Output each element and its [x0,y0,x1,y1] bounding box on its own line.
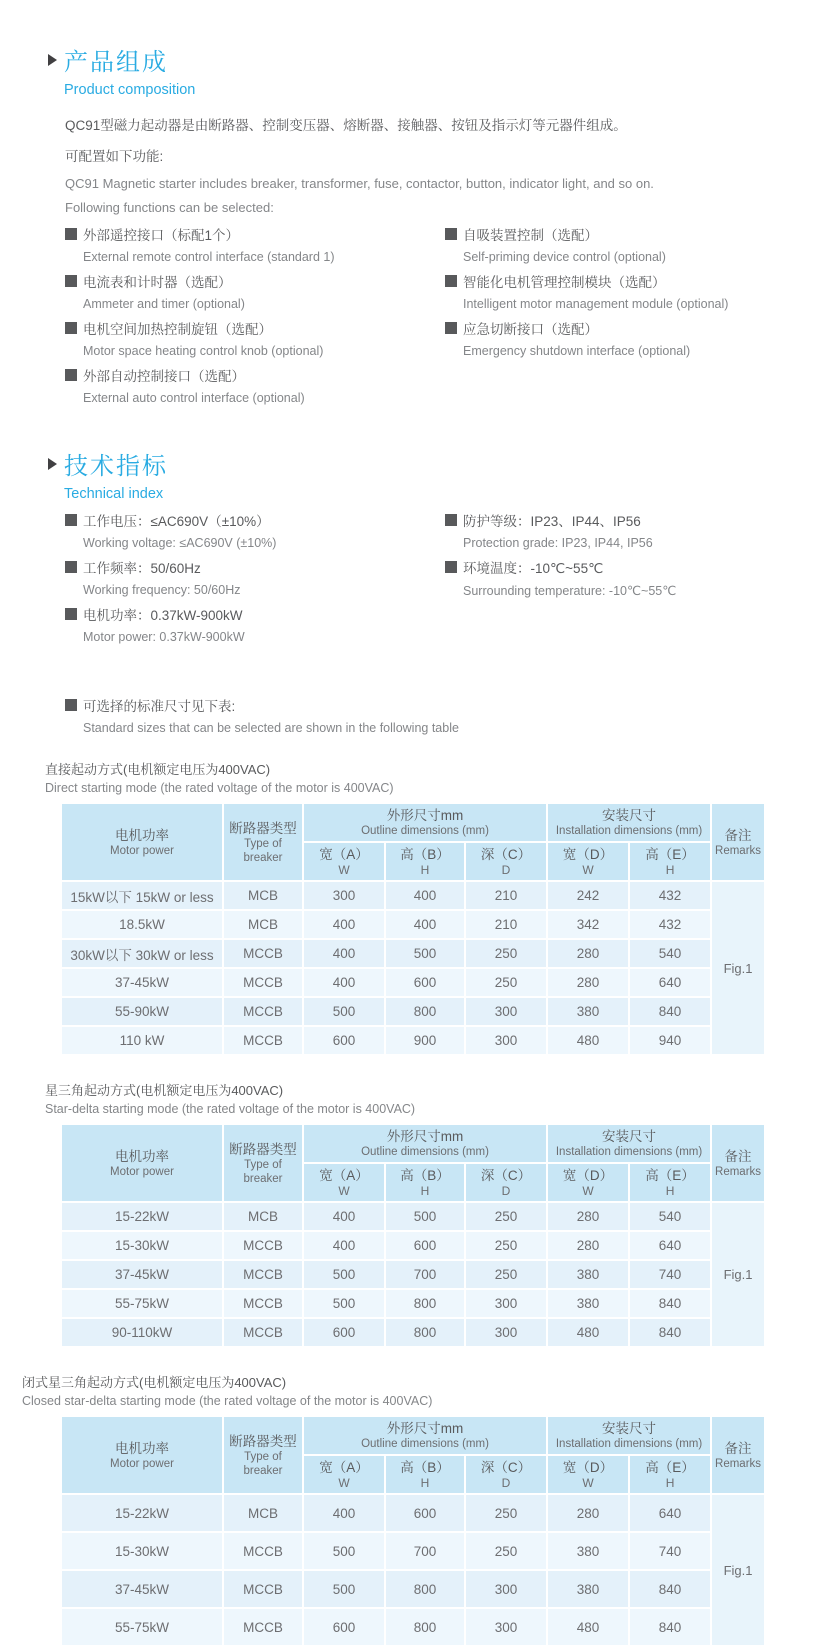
cell-motor-power: 15-30kW [62,1232,222,1259]
cell-depth-c: 250 [466,1261,546,1288]
square-bullet-icon [65,322,77,334]
cell-remark: Fig.1 [712,1203,764,1346]
cell-width-a: 400 [304,1232,384,1259]
table-row [62,998,764,1025]
header-outline-dimensions: 外形尺寸mm Outline dimensions (mm) [304,1125,546,1162]
header-outline-dimensions: 外形尺寸mm Outline dimensions (mm) [304,804,546,841]
square-bullet-icon [445,275,457,287]
cell-width-d: 242 [548,882,628,909]
product-title-row [48,42,830,77]
cell-breaker-type: MCCB [224,940,302,967]
header-width-d: 宽（D） W [548,1164,628,1201]
spec-item [65,557,445,597]
technical-title-cn: 技术指标 [64,453,168,480]
technical-subtitle-en: Technical index [64,486,164,502]
header-motor-power: 电机功率 Motor power [62,804,222,880]
cell-breaker-type: MCB [224,1203,302,1230]
table-caption-cn: 闭式星三角起动方式(电机额定电压为400VAC) [22,1375,287,1390]
feature-columns [65,224,830,412]
cell-breaker-type: MCCB [224,1027,302,1054]
product-title-cn: 产品组成 [64,49,168,76]
cell-depth-c: 250 [466,1533,546,1569]
cell-height-b: 800 [386,998,464,1025]
table-body [62,1495,764,1645]
cell-height-e: 640 [630,969,710,996]
spec-cn: 电机功率：0.37kW-900kW [83,608,243,623]
spec-en: Protection grade: IP23, IP44, IP56 [463,536,653,550]
cell-breaker-type: MCB [224,911,302,938]
spec-cn: 工作电压：≤AC690V（±10%） [83,514,270,529]
feature-item [65,271,445,311]
header-breaker-type: 断路器类型 Type of breaker [224,1417,302,1493]
table-caption-cn: 直接起动方式(电机额定电压为400VAC) [45,762,271,777]
cell-width-d: 480 [548,1319,628,1346]
cell-width-a: 300 [304,882,384,909]
cell-width-d: 480 [548,1609,628,1645]
spec-en: Motor power: 0.37kW-900kW [83,630,245,644]
square-bullet-icon [65,369,77,381]
cell-motor-power: 18.5kW [62,911,222,938]
cell-width-d: 280 [548,940,628,967]
header-depth-c: 深（C） D [466,843,546,880]
cell-height-e: 840 [630,1290,710,1317]
product-intro [65,114,830,215]
cell-depth-c: 250 [466,1232,546,1259]
spec-cn: 工作频率：50/60Hz [83,561,201,576]
header-remarks: 备注 Remarks [712,804,764,880]
table-head [62,1417,764,1493]
spec-columns [65,510,830,651]
square-bullet-icon [445,322,457,334]
spec-item [65,510,445,550]
spec-column-right [445,510,830,651]
square-bullet-icon [65,561,77,573]
standard-sizes-note [65,695,830,735]
cell-width-d: 380 [548,1571,628,1607]
cell-width-a: 400 [304,1203,384,1230]
note-cn: 可选择的标准尺寸见下表: [83,699,236,714]
cell-motor-power: 15kW以下 15kW or less [62,882,222,909]
cell-motor-power: 90-110kW [62,1319,222,1346]
cell-height-e: 540 [630,1203,710,1230]
cell-width-a: 500 [304,1571,384,1607]
feature-item [445,224,830,264]
triangle-bullet-icon [48,458,57,470]
cell-height-e: 432 [630,882,710,909]
header-installation-dimensions: 安装尺寸 Installation dimensions (mm) [548,1125,710,1162]
table-row [62,940,764,967]
cell-width-d: 380 [548,1261,628,1288]
feature-en: Ammeter and timer (optional) [83,297,245,311]
header-width-a: 宽（A） W [304,1164,384,1201]
cell-width-d: 280 [548,1232,628,1259]
cell-motor-power: 30kW以下 30kW or less [62,940,222,967]
feature-cn: 应急切断接口（选配） [463,322,598,337]
feature-en: Intelligent motor management module (optional) [463,297,729,311]
header-depth-c: 深（C） D [466,1164,546,1201]
spec-en: Surrounding temperature: -10℃~55℃ [463,584,677,598]
cell-breaker-type: MCCB [224,1290,302,1317]
feature-cn: 自吸装置控制（选配） [463,228,598,243]
table-head [62,1125,764,1201]
header-width-d: 宽（D） W [548,843,628,880]
cell-remark: Fig.1 [712,882,764,1054]
intro-line-cn: 可配置如下功能: [65,149,164,164]
cell-motor-power: 37-45kW [62,969,222,996]
cell-motor-power: 37-45kW [62,1571,222,1607]
feature-en: External auto control interface (optional) [83,391,305,405]
cell-width-a: 400 [304,969,384,996]
cell-height-b: 600 [386,1495,464,1531]
spec-cn: 防护等级：IP23、IP44、IP56 [463,514,641,529]
spec-column-left [65,510,445,651]
spec-cn: 环境温度：-10℃~55℃ [463,561,604,576]
cell-breaker-type: MCCB [224,1533,302,1569]
cell-breaker-type: MCCB [224,1609,302,1645]
table-row [62,1533,764,1569]
cell-depth-c: 250 [466,940,546,967]
feature-item [65,365,445,405]
table-body [62,882,764,1054]
table-row [62,969,764,996]
cell-depth-c: 300 [466,1571,546,1607]
square-bullet-icon [445,228,457,240]
cell-width-a: 400 [304,1495,384,1531]
cell-depth-c: 210 [466,911,546,938]
table-caption-en: Star-delta starting mode (the rated voltage of the motor is 400VAC) [45,1102,416,1116]
cell-height-b: 400 [386,882,464,909]
square-bullet-icon [65,699,77,711]
feature-item [65,318,445,358]
cell-height-e: 540 [630,940,710,967]
feature-cn: 智能化电机管理控制模块（选配） [463,275,666,290]
feature-cn: 外部自动控制接口（选配） [83,369,245,384]
header-width-d: 宽（D） W [548,1456,628,1493]
feature-item [445,271,830,311]
cell-height-b: 600 [386,969,464,996]
header-breaker-type: 断路器类型 Type of breaker [224,1125,302,1201]
dimensions-table-star-delta [60,1123,766,1348]
table-row [62,1290,764,1317]
cell-height-e: 840 [630,998,710,1025]
cell-width-d: 280 [548,1203,628,1230]
square-bullet-icon [445,561,457,573]
header-height-b: 高（B） H [386,843,464,880]
cell-height-b: 500 [386,1203,464,1230]
cell-breaker-type: MCCB [224,998,302,1025]
spec-item [445,510,830,550]
feature-en: Motor space heating control knob (optional) [83,344,324,358]
technical-title-row [48,446,830,481]
cell-width-a: 500 [304,1261,384,1288]
cell-remark: Fig.1 [712,1495,764,1645]
cell-depth-c: 300 [466,1027,546,1054]
cell-height-e: 840 [630,1571,710,1607]
cell-motor-power: 55-75kW [62,1609,222,1645]
cell-height-e: 740 [630,1533,710,1569]
square-bullet-icon [65,228,77,240]
header-height-e: 高（E） H [630,1164,710,1201]
table-body [62,1203,764,1346]
square-bullet-icon [445,514,457,526]
cell-height-b: 600 [386,1232,464,1259]
header-motor-power: 电机功率 Motor power [62,1125,222,1201]
cell-breaker-type: MCCB [224,1319,302,1346]
header-remarks: 备注 Remarks [712,1125,764,1201]
cell-motor-power: 55-90kW [62,998,222,1025]
cell-height-e: 840 [630,1609,710,1645]
header-outline-dimensions: 外形尺寸mm Outline dimensions (mm) [304,1417,546,1454]
header-width-a: 宽（A） W [304,843,384,880]
header-remarks: 备注 Remarks [712,1417,764,1493]
feature-column-right [445,224,830,412]
cell-depth-c: 250 [466,1495,546,1531]
spec-item [65,604,445,644]
cell-motor-power: 110 kW [62,1027,222,1054]
cell-width-a: 600 [304,1609,384,1645]
intro-line-en: Following functions can be selected: [65,200,274,215]
cell-height-e: 740 [630,1261,710,1288]
cell-height-b: 900 [386,1027,464,1054]
header-installation-dimensions: 安装尺寸 Installation dimensions (mm) [548,804,710,841]
note-en: Standard sizes that can be selected are shown in the following table [83,721,459,735]
header-installation-dimensions: 安装尺寸 Installation dimensions (mm) [548,1417,710,1454]
table-row [62,1261,764,1288]
feature-item [65,224,445,264]
table-caption-en: Closed star-delta starting mode (the rated voltage of the motor is 400VAC) [22,1394,433,1408]
cell-breaker-type: MCB [224,882,302,909]
spec-en: Working frequency: 50/60Hz [83,583,241,597]
cell-height-e: 840 [630,1319,710,1346]
header-height-b: 高（B） H [386,1164,464,1201]
feature-cn: 外部遥控接口（标配1个） [83,228,240,243]
feature-en: Emergency shutdown interface (optional) [463,344,691,358]
table-row [62,1203,764,1230]
cell-breaker-type: MCB [224,1495,302,1531]
cell-height-e: 432 [630,911,710,938]
cell-depth-c: 300 [466,998,546,1025]
header-breaker-type: 断路器类型 Type of breaker [224,804,302,880]
cell-width-a: 500 [304,998,384,1025]
cell-height-e: 640 [630,1232,710,1259]
cell-height-b: 800 [386,1571,464,1607]
cell-width-d: 342 [548,911,628,938]
cell-depth-c: 250 [466,969,546,996]
cell-breaker-type: MCCB [224,1232,302,1259]
table-row [62,1571,764,1607]
header-depth-c: 深（C） D [466,1456,546,1493]
dimensions-table-direct [60,802,766,1056]
cell-depth-c: 300 [466,1609,546,1645]
cell-width-d: 480 [548,1027,628,1054]
cell-width-d: 380 [548,1533,628,1569]
cell-width-d: 280 [548,969,628,996]
cell-depth-c: 300 [466,1290,546,1317]
cell-depth-c: 210 [466,882,546,909]
table-head [62,804,764,880]
cell-width-a: 400 [304,911,384,938]
header-height-b: 高（B） H [386,1456,464,1493]
dimensions-table-closed-star-delta [60,1415,766,1647]
cell-height-b: 700 [386,1261,464,1288]
intro-line-cn: QC91型磁力起动器是由断路器、控制变压器、熔断器、接触器、按钮及指示灯等元器件组成。 [65,118,627,133]
square-bullet-icon [65,275,77,287]
cell-width-d: 380 [548,998,628,1025]
cell-width-a: 500 [304,1533,384,1569]
cell-width-a: 400 [304,940,384,967]
product-subtitle-en: Product composition [64,82,196,98]
spec-en: Working voltage: ≤AC690V (±10%) [83,536,277,550]
table-row [62,882,764,909]
cell-breaker-type: MCCB [224,969,302,996]
section-technical-index [0,412,830,651]
feature-en: External remote control interface (standard 1) [83,250,335,264]
table-row [62,1495,764,1531]
cell-height-b: 700 [386,1533,464,1569]
section-product-composition [0,0,830,412]
cell-breaker-type: MCCB [224,1571,302,1607]
cell-height-e: 640 [630,1495,710,1531]
table-caption-cn: 星三角起动方式(电机额定电压为400VAC) [45,1083,284,1098]
square-bullet-icon [65,608,77,620]
cell-height-e: 940 [630,1027,710,1054]
table-block-direct-starting [0,759,830,1056]
feature-column-left [65,224,445,412]
cell-width-a: 600 [304,1319,384,1346]
table-row [62,1319,764,1346]
feature-cn: 电机空间加热控制旋钮（选配） [83,322,272,337]
table-row [62,1027,764,1054]
cell-height-b: 800 [386,1319,464,1346]
cell-height-b: 800 [386,1609,464,1645]
cell-height-b: 500 [386,940,464,967]
cell-height-b: 800 [386,1290,464,1317]
cell-motor-power: 15-22kW [62,1203,222,1230]
cell-motor-power: 55-75kW [62,1290,222,1317]
cell-motor-power: 15-30kW [62,1533,222,1569]
square-bullet-icon [65,514,77,526]
table-row [62,1232,764,1259]
header-height-e: 高（E） H [630,843,710,880]
table-block-closed-star-delta [0,1372,830,1647]
table-row [62,1609,764,1645]
intro-line-en: QC91 Magnetic starter includes breaker, transformer, fuse, contactor, button, indicator light, and so on. [65,176,654,191]
cell-motor-power: 37-45kW [62,1261,222,1288]
cell-height-b: 400 [386,911,464,938]
cell-width-d: 380 [548,1290,628,1317]
header-width-a: 宽（A） W [304,1456,384,1493]
table-row [62,911,764,938]
cell-motor-power: 15-22kW [62,1495,222,1531]
cell-width-a: 600 [304,1027,384,1054]
table-block-star-delta [0,1080,830,1348]
cell-width-d: 280 [548,1495,628,1531]
table-caption-en: Direct starting mode (the rated voltage of the motor is 400VAC) [45,781,394,795]
triangle-bullet-icon [48,54,57,66]
feature-cn: 电流表和计时器（选配） [83,275,232,290]
cell-depth-c: 250 [466,1203,546,1230]
spec-item [445,557,830,598]
feature-item [445,318,830,358]
cell-depth-c: 300 [466,1319,546,1346]
cell-width-a: 500 [304,1290,384,1317]
header-height-e: 高（E） H [630,1456,710,1493]
cell-breaker-type: MCCB [224,1261,302,1288]
header-motor-power: 电机功率 Motor power [62,1417,222,1493]
feature-en: Self-priming device control (optional) [463,250,666,264]
